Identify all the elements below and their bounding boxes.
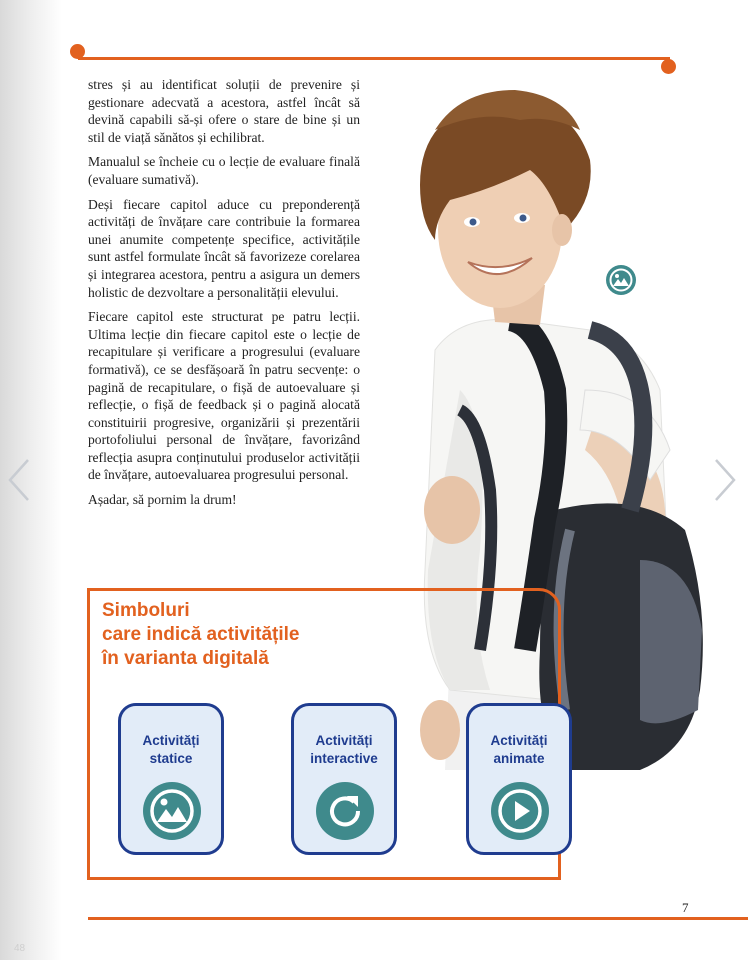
symbols-title-line: în varianta digitală [102,648,269,669]
paragraph: Fiecare capitol este structurat pe patru lecții. Ultima lecție din fiecare capitol este o lecție de recapitulare și verificare a progresului (evaluare formativă), ce se desfășoară în patru secvențe: o pagină de recapitulare, o fișă de autoevaluare și reflecție, o fișă de feedback și o pagină alocată constituirii progresive, organizării și prezentării portofoliului personal de învățare, favorizând reflecția asupra conținutului produselor activității de învățare, autoevaluarea progresului personal. [88,309,360,483]
card-label-line: Activități [142,733,200,748]
image-icon [143,782,201,840]
card-label-line: Activități [490,733,548,748]
symbols-title-line: Simboluri [102,600,190,621]
top-rule [78,57,670,60]
card-label-line: animate [493,751,545,766]
symbols-title [102,599,402,671]
symbols-title-line: care indică activitățile [102,624,300,645]
static-activities-card[interactable] [118,703,224,855]
top-rule-right-dot [661,59,676,74]
interactive-activities-card[interactable] [291,703,397,855]
top-rule-left-dot [70,44,85,59]
card-label-line: Activități [315,733,373,748]
card-label-line: statice [149,751,193,766]
card-label-line: interactive [310,751,378,766]
paragraph: Așadar, să pornim la drum! [88,492,237,508]
static-activity-image-icon[interactable] [606,265,636,295]
card-label [294,732,394,768]
paragraph: Manualul se încheie cu o lecție de evaluare finală (evaluare sumativă). [88,154,360,187]
gutter-page-number: 48 [14,943,26,954]
card-label [121,732,221,768]
page-number: 7 [682,900,689,915]
body-text [88,76,360,516]
paragraph: Deși fiecare capitol aduce cu preponderență activități de învățare care contribuie la formarea unei anumite competențe specifice, activitățile sunt astfel formulate încât să favorizeze corelarea și integrarea acestora, pentru a asigura un demers holistic de dezvoltare a personalității elevului. [88,196,360,300]
previous-page-arrow-icon[interactable] [6,458,32,502]
refresh-icon [316,782,374,840]
animated-activities-card[interactable] [466,703,572,855]
paragraph: stres și au identificat soluții de prevenire și gestionare adecvată a acestora, astfel încât să devină capabili să-și ofere o stare de bine și un stil de viață sănătos și echilibrat. [88,77,360,145]
card-label [469,732,569,768]
play-icon [491,782,549,840]
bottom-rule [88,917,748,920]
